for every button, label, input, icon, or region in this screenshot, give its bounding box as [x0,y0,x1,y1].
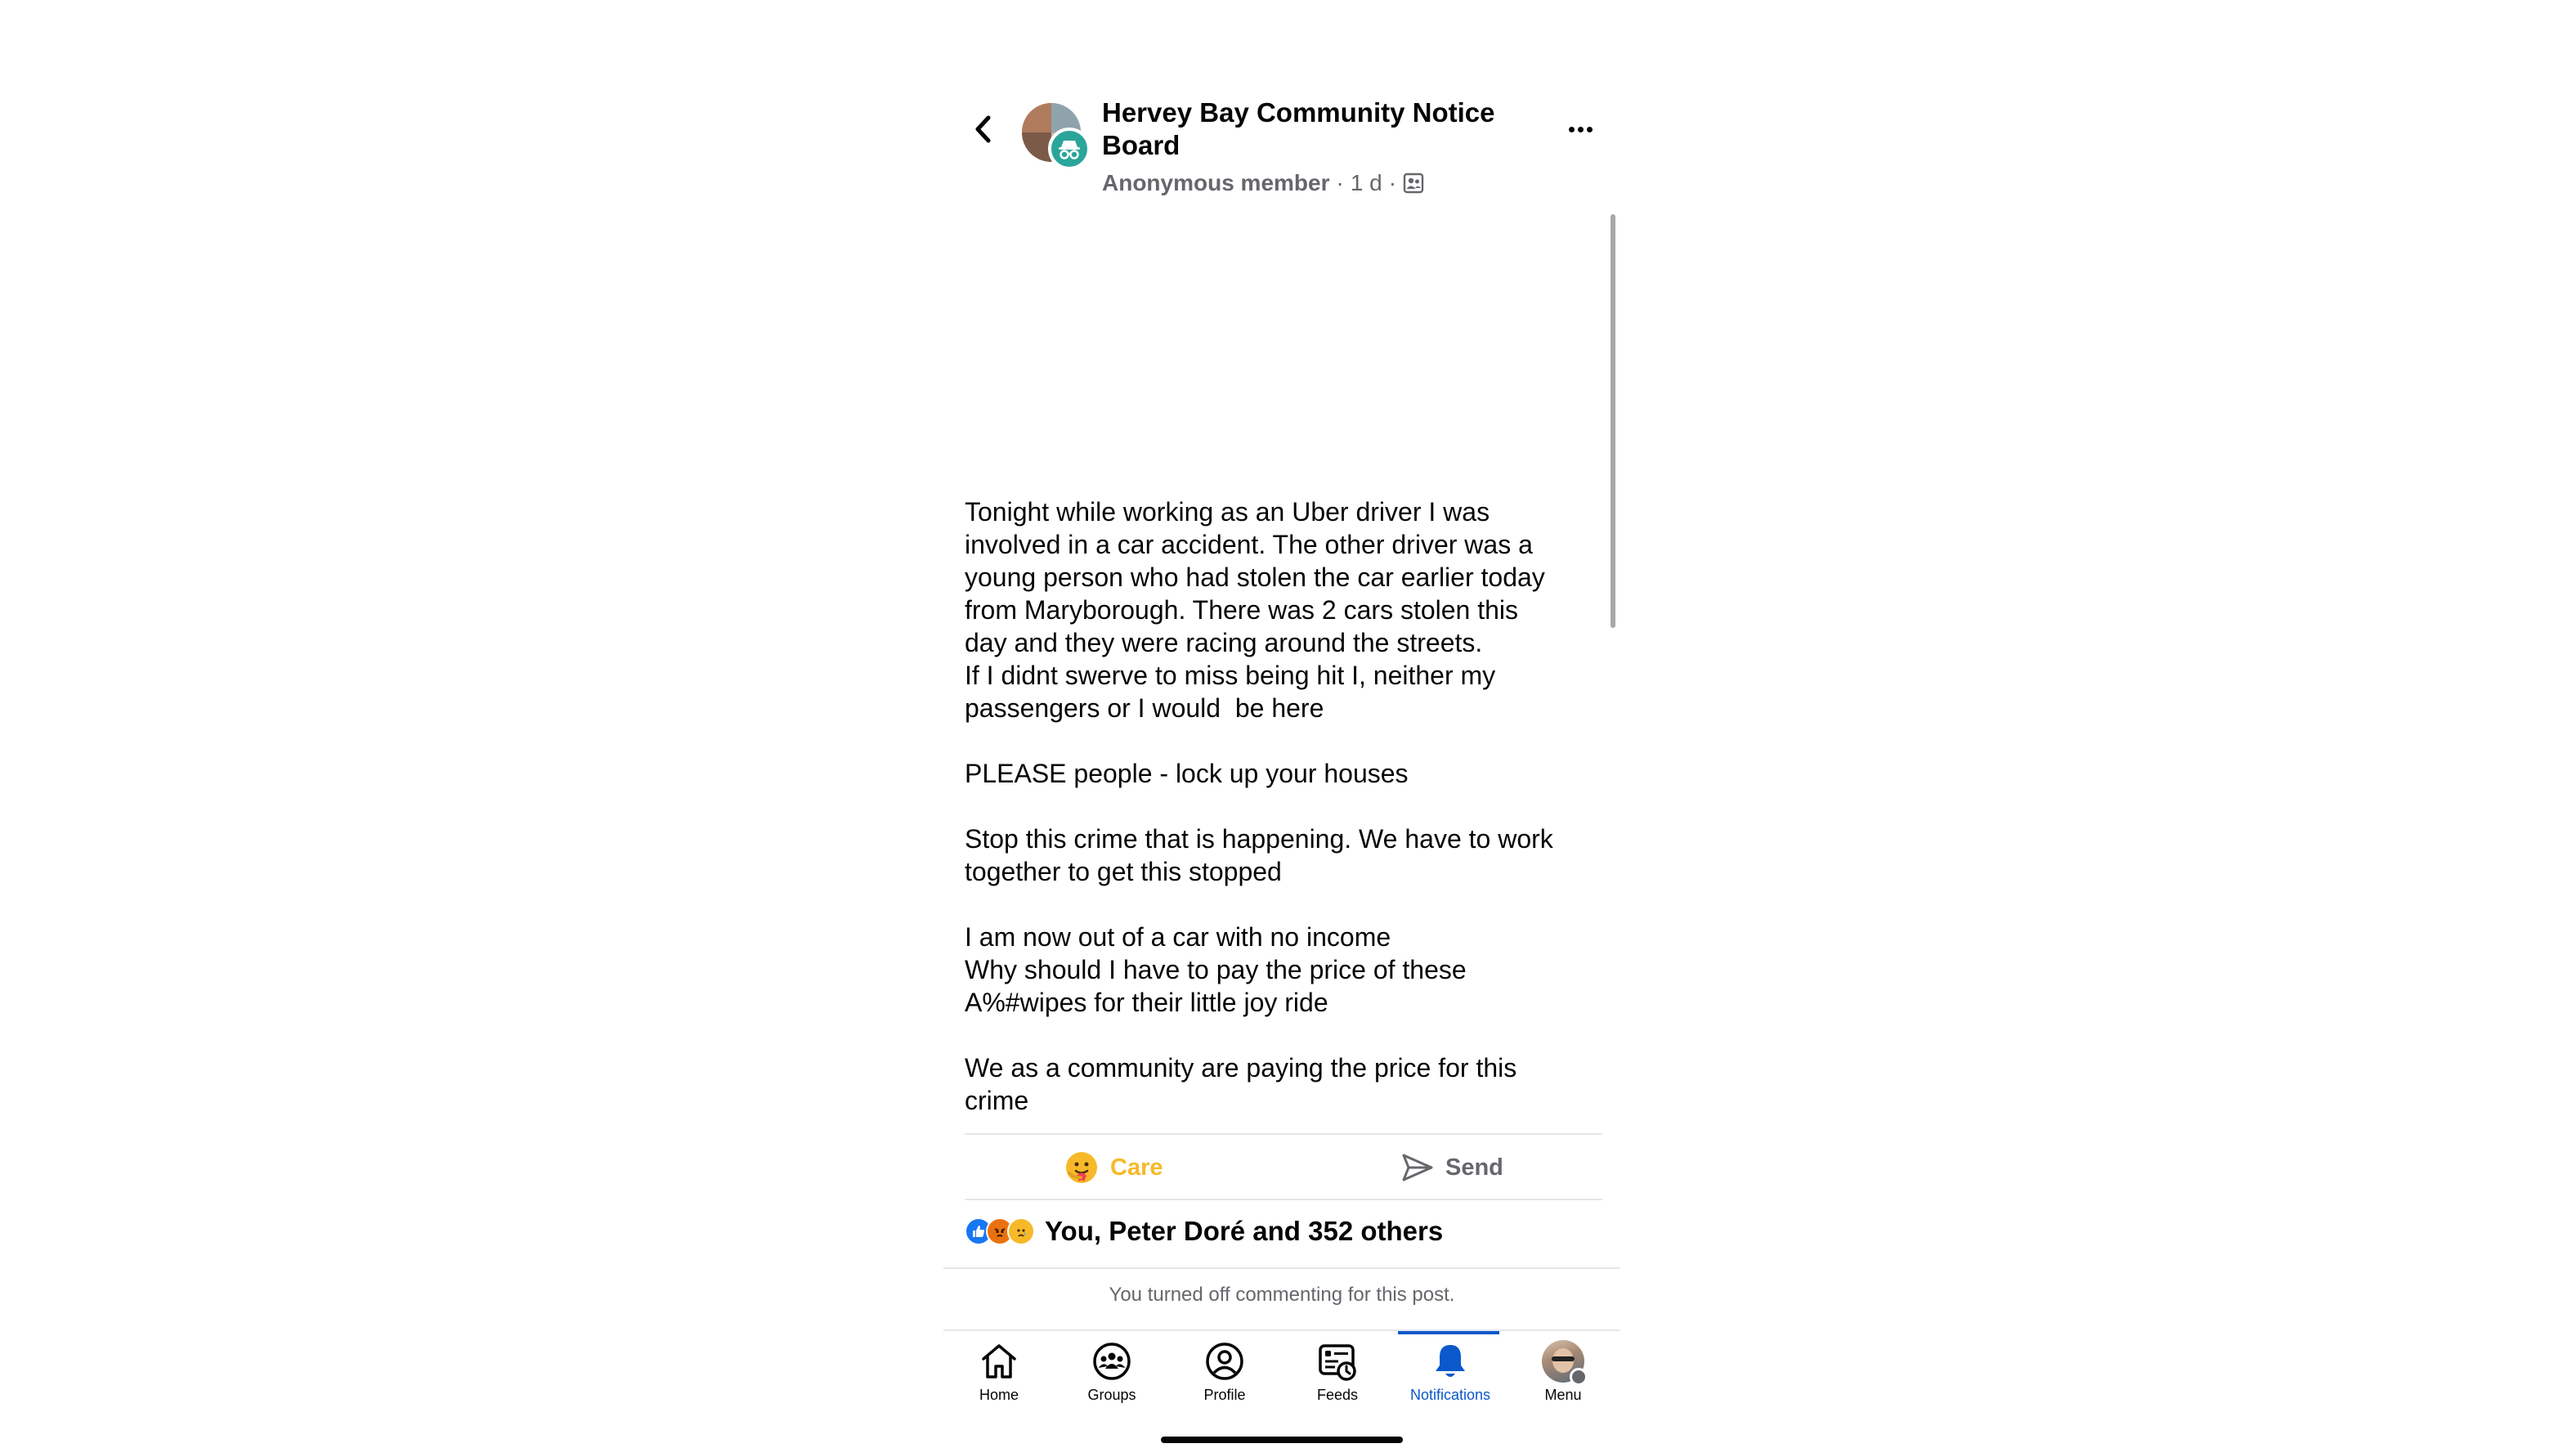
tab-label: Notifications [1409,1387,1491,1403]
more-horizontal-icon [1567,127,1594,132]
divider [965,1133,1602,1135]
profile-icon [1204,1341,1245,1382]
meta-separator: · [1388,170,1397,195]
anonymous-badge-icon [1048,128,1091,170]
reaction-summary-text: You, Peter Doré and 352 others [1045,1216,1444,1246]
tab-label: Profile [1203,1387,1246,1403]
back-button[interactable] [965,111,1001,147]
tab-notifications[interactable] [1395,1331,1506,1413]
send-button[interactable] [1401,1136,1503,1199]
tab-label: Groups [1087,1387,1136,1403]
post-body: Tonight while working as an Uber driver I was involved in a car accident. The other driver was a young person who had stolen the car earlier today from Maryborough. There was 2 cars stolen this day and they were racing around the streets. If I didnt swerve to miss being hit I, neither my passengers or I would be here PLEASE people - lock up your houses Stop this crime that is happening. We have to work together to get this stopped I am now out of a car with no income Why should I have to pay the price of these A%#wipes for their little joy ride We as a community are paying the price for this crime [965,497,1553,1115]
sad-icon [1007,1217,1035,1245]
post-meta [1102,167,1424,199]
care-button[interactable] [1064,1136,1163,1199]
tab-feeds[interactable] [1282,1331,1393,1413]
feeds-icon [1317,1341,1358,1382]
scrollbar[interactable] [1611,214,1615,628]
reaction-icons [965,1217,1035,1245]
home-icon [979,1341,1019,1382]
author-name[interactable]: Anonymous member [1102,170,1330,195]
care-label: Care [1110,1154,1163,1181]
bell-icon [1430,1341,1471,1382]
menu-avatar-icon [1542,1340,1584,1383]
reactions-summary[interactable] [965,1207,1443,1256]
group-name[interactable]: Hervey Bay Community Notice Board [1102,97,1495,160]
home-indicator [1161,1437,1403,1443]
send-icon [1401,1152,1434,1183]
care-reaction-icon [1064,1150,1099,1185]
tab-label: Feeds [1316,1387,1359,1403]
tab-home[interactable] [943,1331,1055,1413]
more-options-button[interactable] [1560,111,1601,147]
tab-label: Home [979,1387,1019,1403]
meta-separator: · [1336,170,1344,195]
tab-profile[interactable] [1169,1331,1280,1413]
menu-badge-icon [1570,1368,1588,1386]
chevron-left-icon [973,114,992,144]
post-screen [943,0,1620,1448]
tab-label: Menu [1544,1387,1582,1403]
divider [965,1199,1602,1200]
bottom-tab-bar [943,1331,1620,1413]
divider [943,1267,1620,1269]
tab-groups[interactable] [1056,1331,1167,1413]
send-label: Send [1445,1154,1503,1181]
commenting-off-note: You turned off commenting for this post. [1109,1284,1455,1306]
group-members-icon [1403,173,1424,194]
tab-menu[interactable] [1508,1331,1619,1413]
groups-icon [1091,1341,1132,1382]
post-time[interactable]: 1 d [1350,170,1382,195]
